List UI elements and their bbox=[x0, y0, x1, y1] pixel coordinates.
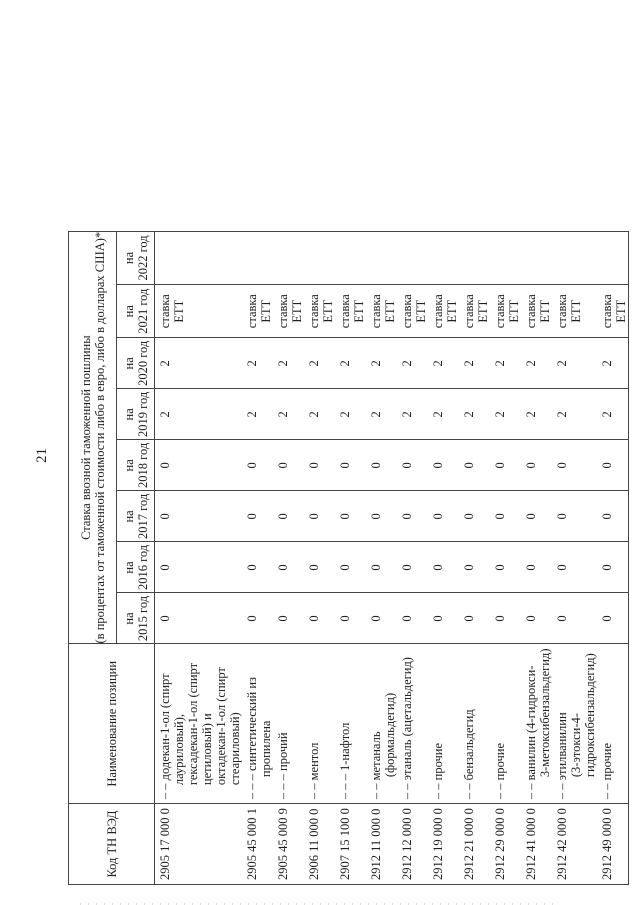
rate-cell: 2 bbox=[366, 389, 397, 440]
header-year bbox=[117, 542, 155, 593]
table-row bbox=[597, 231, 629, 884]
table-row bbox=[397, 231, 428, 884]
rate-cell: ставка ЕТТ bbox=[304, 285, 335, 338]
rate-cell: 0 bbox=[242, 542, 273, 593]
rate-cell: 0 bbox=[335, 440, 366, 491]
rate-cell: 0 bbox=[521, 593, 552, 644]
hs-code: 2912 21 000 0 bbox=[459, 804, 490, 885]
rate-cell: 0 bbox=[397, 440, 428, 491]
header-year-label: 2017 год bbox=[135, 493, 150, 540]
rate-cell: 0 bbox=[552, 491, 597, 542]
rate-cell: 2 bbox=[397, 338, 428, 389]
item-name-line: лауриловый), bbox=[172, 714, 186, 786]
header-year-prefix: на bbox=[121, 510, 136, 523]
hs-code: 2912 42 000 0 bbox=[552, 804, 597, 885]
table-row bbox=[428, 231, 459, 884]
rate-cell: 0 bbox=[335, 542, 366, 593]
rate-cell: ставка ЕТТ bbox=[597, 285, 629, 338]
table-row bbox=[273, 231, 304, 884]
rate-cell: 0 bbox=[459, 542, 490, 593]
header-name: Наименование позиции bbox=[69, 644, 155, 804]
rate-cell: 0 bbox=[242, 593, 273, 644]
header-code: Код ТН ВЭД bbox=[69, 804, 155, 885]
hs-code: 2912 11 000 0 bbox=[366, 804, 397, 885]
header-year-label: 2016 год bbox=[135, 544, 150, 591]
rate-cell: 0 bbox=[155, 491, 243, 542]
rate-cell: 0 bbox=[397, 491, 428, 542]
rate-cell: 0 bbox=[304, 491, 335, 542]
rate-cell: 0 bbox=[459, 491, 490, 542]
item-name-line: – – метаналь bbox=[369, 731, 383, 800]
rate-cell: ставка ЕТТ bbox=[521, 285, 552, 338]
header-year bbox=[117, 285, 155, 338]
rate-cell: 2 bbox=[459, 389, 490, 440]
rate-cell: ставка ЕТТ bbox=[459, 285, 490, 338]
item-name bbox=[459, 644, 490, 804]
rate-cell bbox=[366, 231, 397, 284]
rate-cell: 0 bbox=[273, 542, 304, 593]
rate-cell: 0 bbox=[335, 491, 366, 542]
header-row-1 bbox=[69, 231, 117, 884]
item-name bbox=[242, 644, 273, 804]
rate-cell: 0 bbox=[273, 491, 304, 542]
item-name-line: цетиловый) и bbox=[200, 713, 214, 786]
rate-cell: 0 bbox=[597, 491, 629, 542]
rate-cell: 2 bbox=[521, 338, 552, 389]
rate-cell: 0 bbox=[335, 593, 366, 644]
rate-cell bbox=[335, 231, 366, 284]
rate-cell: 0 bbox=[155, 440, 243, 491]
rate-cell: 0 bbox=[459, 593, 490, 644]
table-row bbox=[304, 231, 335, 884]
rate-cell: 2 bbox=[552, 389, 597, 440]
table-row bbox=[490, 231, 521, 884]
header-year-label: 2019 год bbox=[135, 391, 150, 437]
header-year bbox=[117, 338, 155, 389]
rate-cell: 2 bbox=[552, 338, 597, 389]
rate-cell: 0 bbox=[552, 542, 597, 593]
rate-cell: 2 bbox=[155, 338, 243, 389]
header-rate-subtitle: (в процентах от таможенной стоимости либо в евро, либо в долларах США)* bbox=[92, 231, 107, 644]
page-number: 21 bbox=[34, 448, 50, 463]
rate-cell bbox=[459, 231, 490, 284]
item-name-line: (формальдегид) bbox=[383, 692, 397, 778]
rate-cell: 0 bbox=[366, 440, 397, 491]
header-year-label: 2015 год bbox=[135, 595, 150, 642]
item-name-line: (3-этокси-4- bbox=[569, 713, 583, 778]
item-name bbox=[335, 644, 366, 804]
tariff-table bbox=[68, 231, 629, 885]
item-name bbox=[366, 644, 397, 804]
rate-cell: 0 bbox=[490, 593, 521, 644]
header-year-prefix: на bbox=[121, 251, 136, 265]
table-row bbox=[155, 231, 243, 884]
hs-code: 2912 12 000 0 bbox=[397, 804, 428, 885]
rate-cell: 0 bbox=[428, 440, 459, 491]
item-name bbox=[273, 644, 304, 804]
rate-cell: 2 bbox=[304, 389, 335, 440]
rate-cell bbox=[304, 231, 335, 284]
rate-cell: 0 bbox=[597, 593, 629, 644]
rate-cell: 0 bbox=[521, 491, 552, 542]
rate-cell: 2 bbox=[242, 389, 273, 440]
header-year-prefix: на bbox=[121, 612, 136, 625]
rate-cell bbox=[155, 231, 243, 284]
header-year-label: 2022 год bbox=[135, 235, 150, 281]
header-rate bbox=[69, 231, 117, 644]
rate-cell bbox=[397, 231, 428, 284]
rate-cell: 2 bbox=[397, 389, 428, 440]
hs-code: 2912 49 000 0 bbox=[597, 804, 629, 885]
rate-cell: 0 bbox=[366, 491, 397, 542]
rate-cell: 0 bbox=[521, 542, 552, 593]
rate-cell: ставка ЕТТ bbox=[242, 285, 273, 338]
item-name bbox=[397, 644, 428, 804]
rate-cell: 0 bbox=[428, 491, 459, 542]
header-year bbox=[117, 593, 155, 644]
header-year-label: 2020 год bbox=[135, 340, 150, 386]
item-name-line: – – бензальдегид bbox=[462, 709, 476, 800]
header-year-label: 2021 год bbox=[135, 288, 150, 334]
item-name bbox=[428, 644, 459, 804]
rate-cell: 0 bbox=[521, 440, 552, 491]
rate-cell: 2 bbox=[597, 389, 629, 440]
table-row bbox=[459, 231, 490, 884]
rate-cell: 0 bbox=[459, 440, 490, 491]
rate-cell: 0 bbox=[155, 593, 243, 644]
item-name-line: – – додекан-1-ол (спирт bbox=[158, 673, 172, 800]
header-year-prefix: на bbox=[121, 459, 136, 472]
rate-cell: 2 bbox=[490, 338, 521, 389]
rate-cell: ставка ЕТТ bbox=[155, 285, 243, 338]
hs-code: 2912 41 000 0 bbox=[521, 804, 552, 885]
item-name bbox=[155, 644, 243, 804]
table-row bbox=[552, 231, 597, 884]
rate-cell: 2 bbox=[335, 338, 366, 389]
rate-cell: 2 bbox=[366, 338, 397, 389]
item-name-line: – – ментол bbox=[307, 742, 321, 800]
rate-cell bbox=[242, 231, 273, 284]
rate-cell: 0 bbox=[304, 593, 335, 644]
item-name-line: – – – 1-нафтол bbox=[338, 722, 352, 800]
rate-cell: 0 bbox=[242, 440, 273, 491]
table-row bbox=[335, 231, 366, 884]
rate-cell: ставка ЕТТ bbox=[552, 285, 597, 338]
item-name-line: – – – прочий bbox=[276, 732, 290, 800]
header-rate-title: Ставка ввозной таможенной пошлины bbox=[78, 335, 93, 540]
rate-cell: 0 bbox=[242, 491, 273, 542]
rate-cell: 0 bbox=[397, 542, 428, 593]
rate-cell bbox=[273, 231, 304, 284]
rate-cell: ставка ЕТТ bbox=[490, 285, 521, 338]
rate-cell: 2 bbox=[273, 389, 304, 440]
rate-cell: 2 bbox=[242, 338, 273, 389]
item-name-line: – – этаналь (ацетальдегид) bbox=[400, 657, 414, 800]
item-name-line: гидроксибензальдегид) bbox=[583, 653, 597, 778]
rate-cell: 0 bbox=[428, 542, 459, 593]
item-name bbox=[552, 644, 597, 804]
item-name-line: – – – синтетический из bbox=[245, 677, 259, 800]
hs-code: 2905 45 000 1 bbox=[242, 804, 273, 885]
table-row bbox=[521, 231, 552, 884]
item-name-line: – – ванилин (4-гидрокси- bbox=[524, 665, 538, 800]
rate-cell: ставка ЕТТ bbox=[397, 285, 428, 338]
rate-cell: 2 bbox=[521, 389, 552, 440]
hs-code: 2905 17 000 0 bbox=[155, 804, 243, 885]
header-year-prefix: на bbox=[121, 408, 136, 421]
table-body bbox=[155, 231, 629, 884]
rate-cell: 2 bbox=[490, 389, 521, 440]
rate-cell: 0 bbox=[155, 542, 243, 593]
rate-cell: 2 bbox=[273, 338, 304, 389]
rate-cell: ставка ЕТТ bbox=[428, 285, 459, 338]
rate-cell: 2 bbox=[155, 389, 243, 440]
table-row bbox=[242, 231, 273, 884]
rate-cell: 0 bbox=[304, 542, 335, 593]
rate-cell: 2 bbox=[304, 338, 335, 389]
rate-cell: 0 bbox=[552, 593, 597, 644]
rate-cell: 2 bbox=[428, 338, 459, 389]
item-name-line: гексадекан-1-ол (спирт bbox=[186, 662, 200, 786]
hs-code: 2912 29 000 0 bbox=[490, 804, 521, 885]
header-year bbox=[117, 491, 155, 542]
item-name bbox=[490, 644, 521, 804]
rate-cell: 0 bbox=[490, 491, 521, 542]
rate-cell: 0 bbox=[304, 440, 335, 491]
rate-cell bbox=[552, 231, 597, 284]
rate-cell: 0 bbox=[552, 440, 597, 491]
header-year bbox=[117, 231, 155, 284]
hs-code: 2905 45 000 9 bbox=[273, 804, 304, 885]
rate-cell: 0 bbox=[490, 542, 521, 593]
header-year bbox=[117, 440, 155, 491]
rate-cell bbox=[521, 231, 552, 284]
rate-cell: ставка ЕТТ bbox=[366, 285, 397, 338]
rate-cell: 0 bbox=[597, 542, 629, 593]
header-year-label: 2018 год bbox=[135, 442, 150, 488]
rate-cell: 0 bbox=[597, 440, 629, 491]
rate-cell: 0 bbox=[428, 593, 459, 644]
rate-cell: ставка ЕТТ bbox=[335, 285, 366, 338]
header-year-prefix: на bbox=[121, 561, 136, 574]
rate-cell: 2 bbox=[459, 338, 490, 389]
hs-code: 2906 11 000 0 bbox=[304, 804, 335, 885]
header-year-prefix: на bbox=[121, 357, 136, 370]
item-name bbox=[304, 644, 335, 804]
item-name bbox=[597, 644, 629, 804]
item-name-line: – – этилванилин bbox=[555, 712, 569, 800]
rate-cell: 0 bbox=[366, 593, 397, 644]
item-name-line: стеариловый) bbox=[228, 712, 242, 786]
item-name-line: октадекан-1-ол (спирт bbox=[214, 667, 228, 786]
rate-cell: 0 bbox=[273, 593, 304, 644]
rate-cell bbox=[428, 231, 459, 284]
item-name-line: 3-метоксибензальдегид) bbox=[538, 648, 552, 778]
item-name-line: пропилена bbox=[259, 720, 273, 778]
rate-cell: 0 bbox=[397, 593, 428, 644]
item-name bbox=[521, 644, 552, 804]
rate-cell: 2 bbox=[597, 338, 629, 389]
header-year-prefix: на bbox=[121, 305, 136, 318]
rate-cell: 0 bbox=[490, 440, 521, 491]
hs-code: 2907 15 100 0 bbox=[335, 804, 366, 885]
rate-cell bbox=[597, 231, 629, 284]
rate-cell bbox=[490, 231, 521, 284]
item-name-line: – – прочие bbox=[600, 742, 614, 800]
header-year bbox=[117, 389, 155, 440]
item-name-line: – – прочие bbox=[431, 742, 445, 800]
rate-cell: 2 bbox=[335, 389, 366, 440]
hs-code: 2912 19 000 0 bbox=[428, 804, 459, 885]
item-name-line: – – прочие bbox=[493, 742, 507, 800]
rate-cell: 2 bbox=[428, 389, 459, 440]
rate-cell: 0 bbox=[366, 542, 397, 593]
rate-cell: 0 bbox=[273, 440, 304, 491]
rate-cell: ставка ЕТТ bbox=[273, 285, 304, 338]
table-row bbox=[366, 231, 397, 884]
